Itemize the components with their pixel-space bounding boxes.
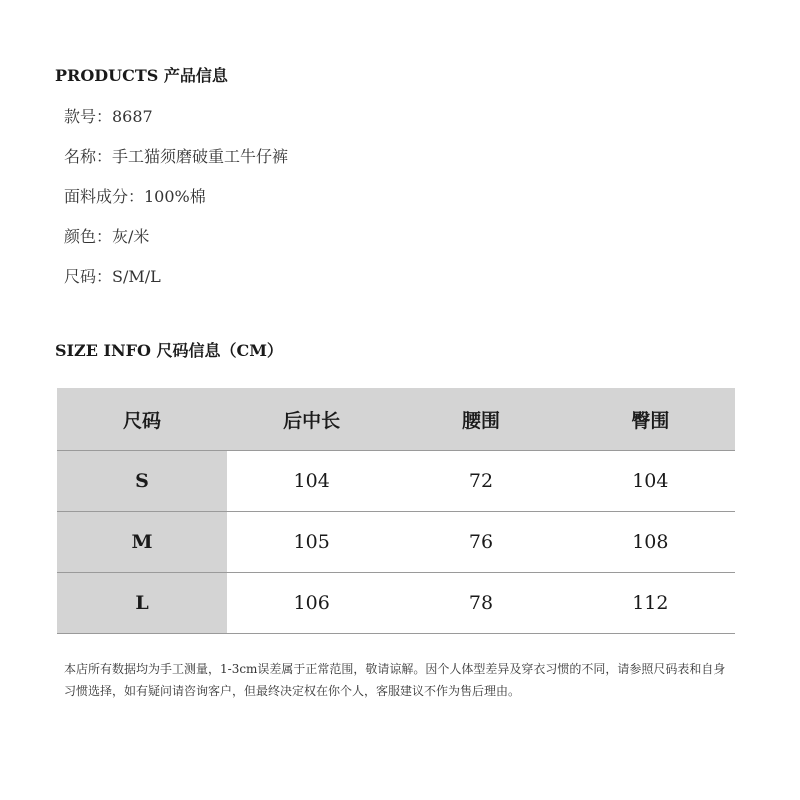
length-value: 105 (227, 512, 396, 573)
hip-value: 108 (566, 512, 735, 573)
waist-value: 76 (396, 512, 565, 573)
table-row (57, 573, 735, 634)
header-length: 后中长 (227, 388, 396, 451)
table-row (57, 451, 735, 512)
products-title: PRODUCTS 产品信息 (55, 66, 228, 85)
length-value: 104 (227, 451, 396, 512)
waist-value: 78 (396, 573, 565, 634)
size-label: L (57, 573, 227, 634)
size-table (57, 388, 735, 634)
hip-value: 104 (566, 451, 735, 512)
length-value: 106 (227, 573, 396, 634)
style-number: 款号：8687 (64, 107, 153, 126)
header-hip: 臀围 (566, 388, 735, 451)
product-name: 名称：手工猫须磨破重工牛仔裤 (64, 147, 289, 166)
header-size: 尺码 (57, 388, 227, 451)
size-info-title: SIZE INFO 尺码信息（CM） (55, 341, 283, 360)
fabric-composition: 面料成分：100%棉 (64, 187, 206, 206)
header-waist: 腰围 (396, 388, 565, 451)
waist-value: 72 (396, 451, 565, 512)
hip-value: 112 (566, 573, 735, 634)
size-options: 尺码：S/M/L (64, 267, 161, 286)
size-label: S (57, 451, 227, 512)
table-header-row (57, 388, 735, 451)
color-options: 颜色：灰/米 (64, 227, 150, 246)
table-row (57, 512, 735, 573)
measurement-disclaimer: 本店所有数据均为手工测量，1-3cm误差属于正常范围，敬请谅解。因个人体型差异及穿衣习惯的不同，请参照尺码表和自身习惯选择，如有疑问请咨询客户，但最终决定权在你个人，客服建议不作为售后理由。 (64, 662, 726, 698)
size-label: M (57, 512, 227, 573)
